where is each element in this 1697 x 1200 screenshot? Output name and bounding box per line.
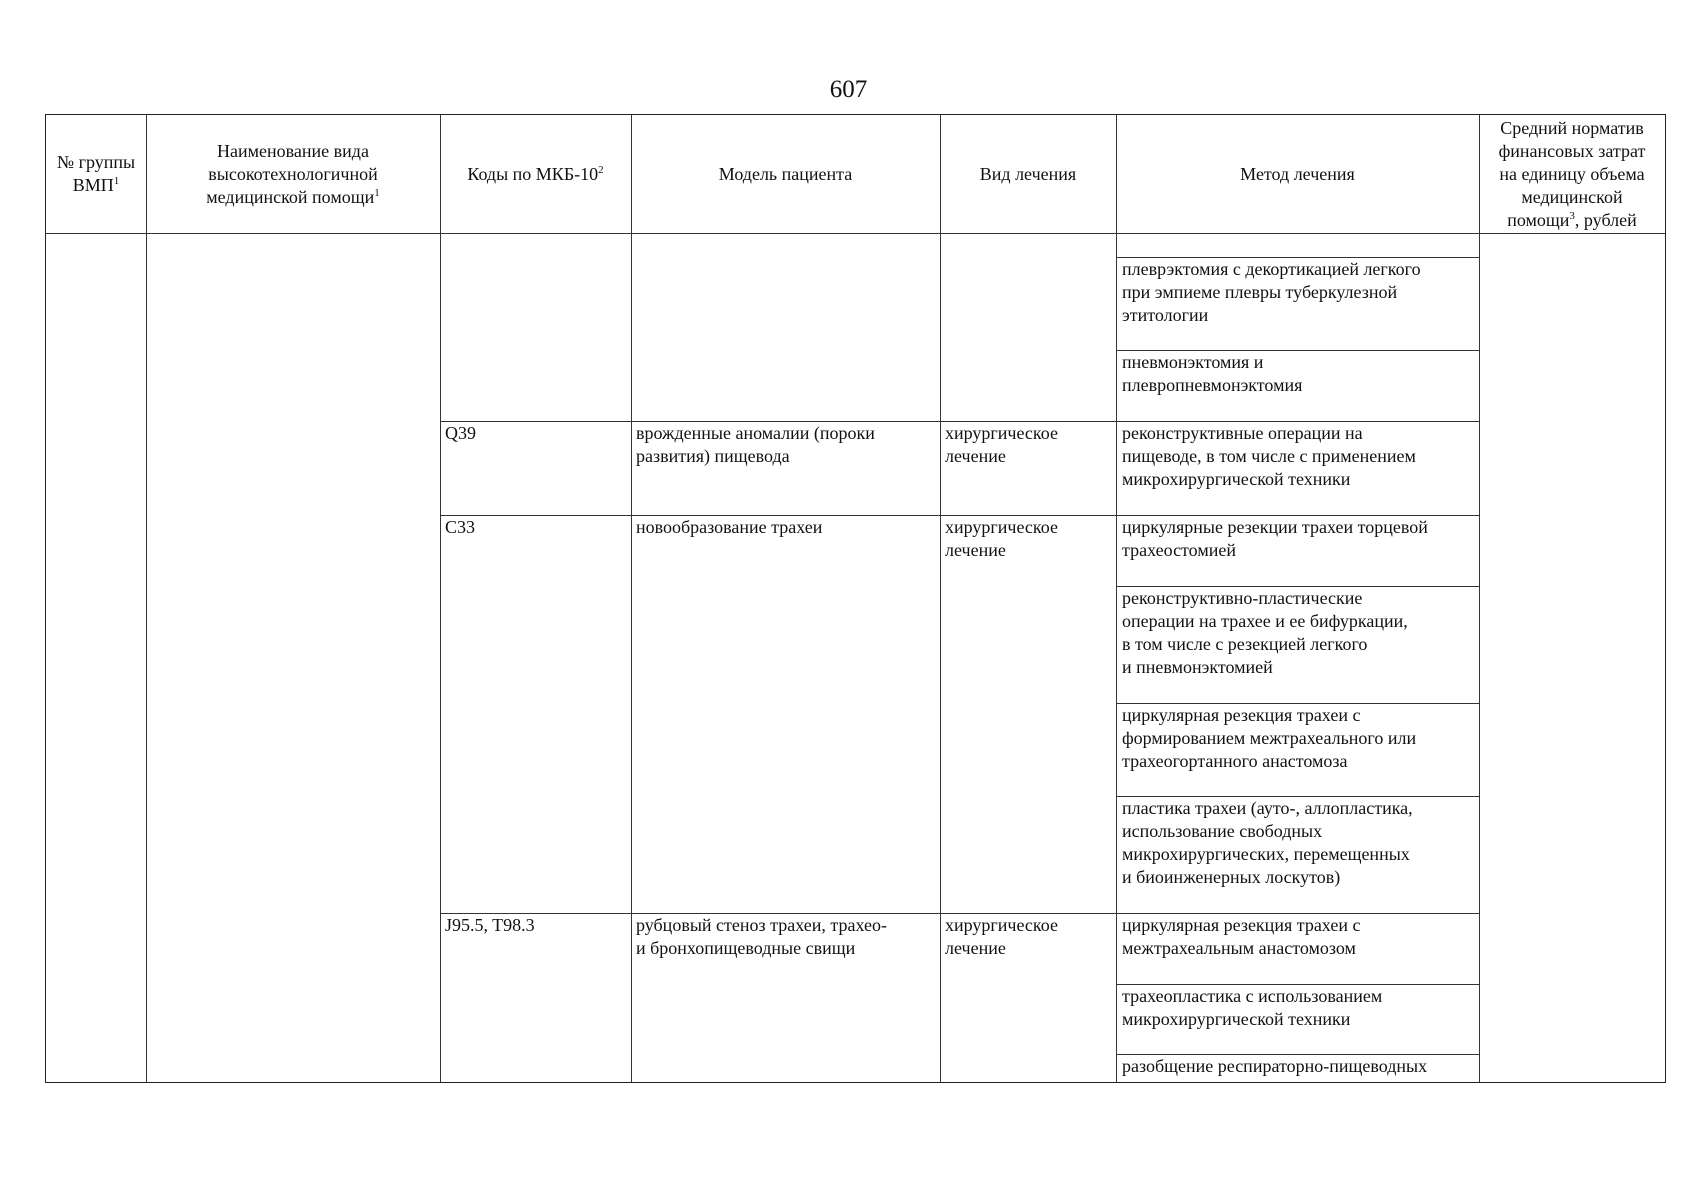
header-icd-codes: Коды по МКБ-$10^2$	[467, 163, 604, 184]
method-cell: пластика трахеи (ауто-, аллопластика, использование свободных микрохирургических, перемещенных и биоинженерных лоскутов)	[1122, 798, 1413, 887]
header-cost-norm: Средний норматив финансовых затрат на единицу объема медицинской помощи$^3$, рублей	[1498, 117, 1646, 230]
header-divider	[46, 233, 1665, 234]
method-cell: циркулярная резекция трахеи с формированием межтрахеального или трахеогортанного анастомоза	[1122, 705, 1417, 771]
method-cell: циркулярная резекция трахеи с межтрахеальным анастомозом	[1122, 915, 1361, 958]
header-patient-model: Модель пациента	[718, 163, 853, 184]
header-treatment-method: Метод лечения	[1240, 163, 1355, 184]
icd-code-cell: Q39	[445, 423, 476, 443]
column-divider	[631, 115, 632, 1082]
method-cell: трахеопластика с использованием микрохирургической техники	[1122, 986, 1383, 1029]
patient-model-cell: новообразование трахеи	[636, 517, 823, 537]
patient-model-cell: врожденные аномалии (пороки развития) пищевода	[636, 423, 875, 466]
column-divider	[440, 115, 441, 1082]
header-service-name: Наименование вида высокотехнологичной медицинской помощи$^1$	[206, 140, 380, 207]
header-treatment-type: Вид лечения	[979, 163, 1077, 184]
method-cell: пневмонэктомия и плевропневмонэктомия	[1122, 352, 1303, 395]
page-number: 607	[829, 76, 868, 103]
treatment-table	[45, 114, 1666, 1083]
method-cell: разобщение респираторно-пищеводных	[1122, 1056, 1428, 1076]
column-divider	[1479, 115, 1480, 1082]
method-cell: реконструктивно-пластические операции на трахее и ее бифуркации, в том числе с резекцией легкого и пневмонэктомией	[1122, 588, 1408, 677]
header-group-no: № группы ВМП$^1$	[56, 152, 136, 195]
column-divider	[146, 115, 147, 1082]
treatment-type-cell: хирургическое лечение	[945, 423, 1058, 466]
treatment-type-cell: хирургическое лечение	[945, 915, 1058, 958]
icd-code-cell: C33	[445, 517, 476, 537]
icd-code-cell: J95.5, T98.3	[445, 915, 535, 935]
patient-model-cell: рубцовый стеноз трахеи, трахео- и бронхопищеводные свищи	[636, 915, 887, 958]
method-cell: циркулярные резекции трахеи торцевой трахеостомией	[1122, 517, 1428, 560]
column-divider	[940, 115, 941, 1082]
method-cell: реконструктивные операции на пищеводе, в том числе с применением микрохирургической техники	[1122, 423, 1416, 489]
treatment-type-cell: хирургическое лечение	[945, 517, 1058, 560]
method-cell: плеврэктомия с декортикацией легкого при эмпиеме плевры туберкулезной этитологии	[1122, 259, 1421, 325]
column-divider	[1116, 115, 1117, 1082]
